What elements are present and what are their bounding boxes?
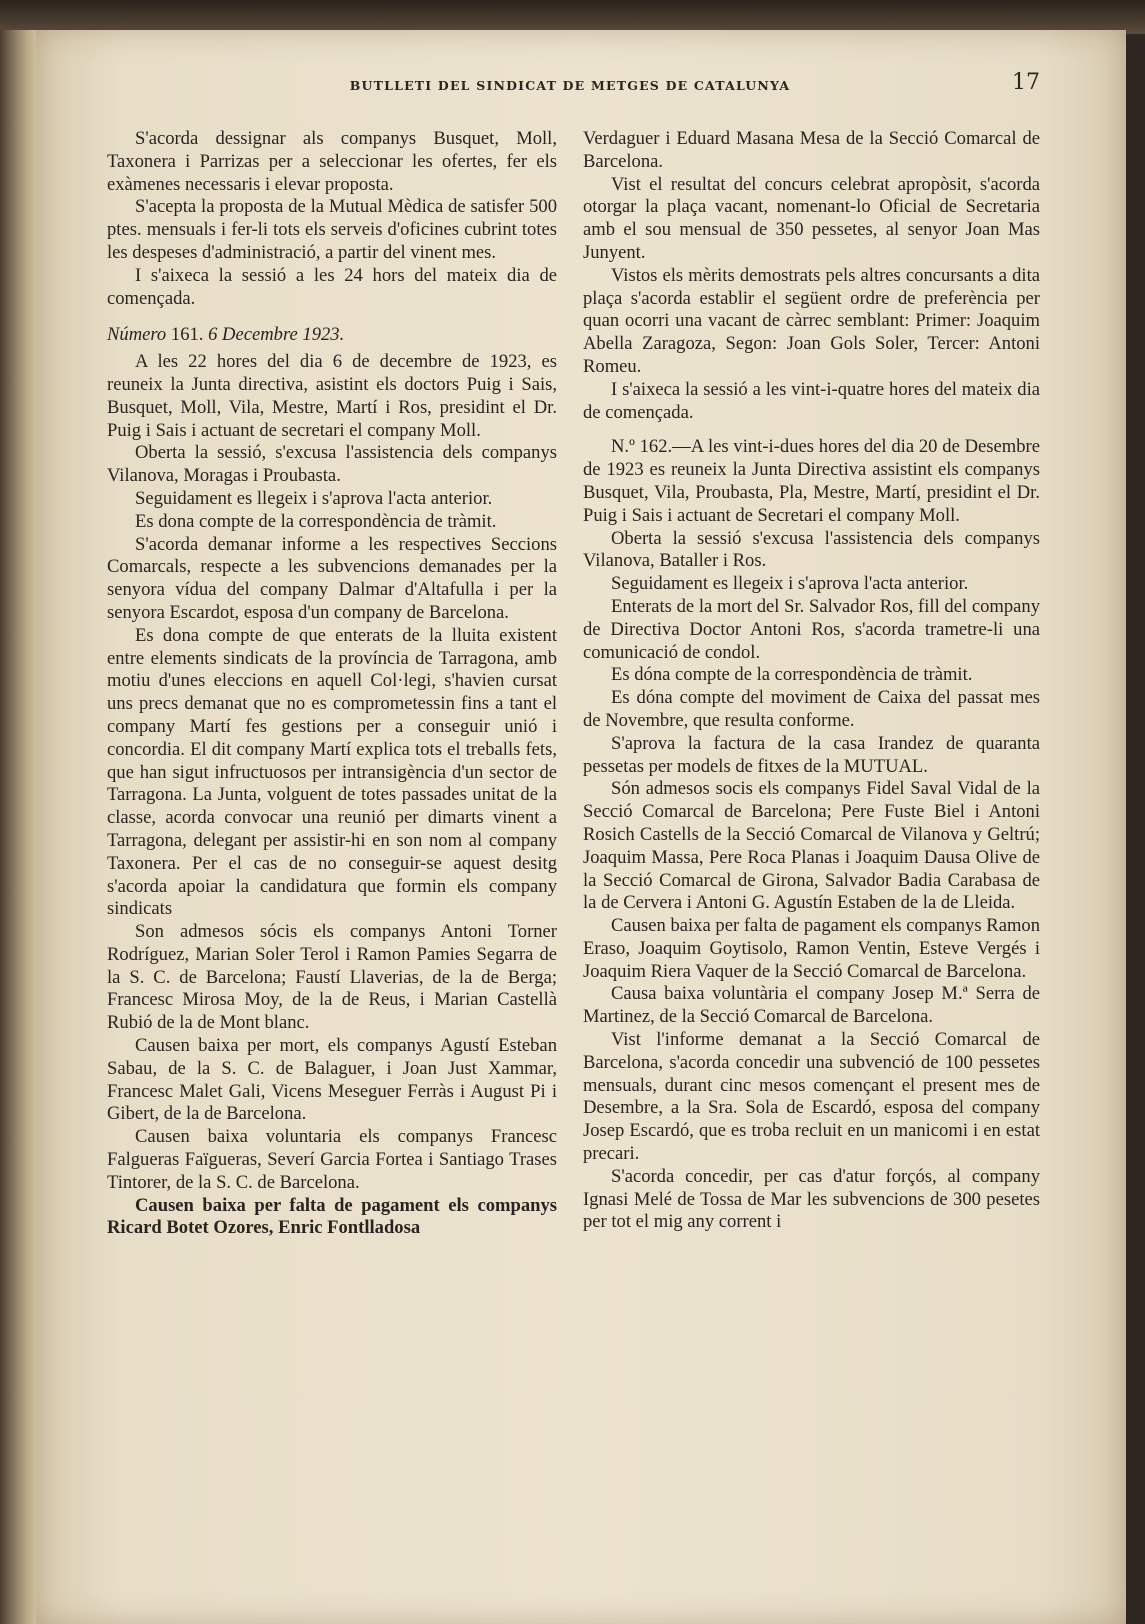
paragraph: Es dóna compte de la correspondència de tràmit. — [611, 664, 973, 686]
paragraph: I s'aixeca la sessió a les vint-i-quatre hores del mateix dia de començada. — [583, 378, 1040, 423]
running-header: BUTLLETI DEL SINDICAT DE METGES DE CATALUNYA — [349, 78, 791, 93]
paragraph: Enterats de la mort del Sr. Salvador Ros, fill del company de Directiva Doctor Antoni Ros, s'acorda trametre-li una comunicació de condol. — [583, 595, 1040, 663]
heading-number: 161. — [170, 324, 204, 346]
paragraph: Es dona compte de la correspondència de tràmit. — [135, 510, 497, 532]
paragraph: S'acepta la proposta de la Mutual Mèdica de satisfer 500 ptes. mensuals i fer-li tots els serveis d'oficines cubrint totes les despeses d'administració, a partir del vinent mes. — [107, 196, 557, 263]
right-column — [583, 128, 1040, 1234]
paragraph: Vist el resultat del concurs celebrat apropòsit, s'acorda otorgar la plaça vacant, nomenant-lo Oficial de Secretaria amb el sou mensual de 350 pessetes, al senyor Joan Mas Junyent. — [583, 173, 1040, 263]
heading-date: 6 Decembre 1923. — [208, 324, 345, 346]
book-top-edge — [0, 0, 1145, 34]
page-number: 17 — [1012, 70, 1040, 95]
paragraph: Es dóna compte del moviment de Caixa del passat mes de Novembre, que resulta conforme. — [583, 687, 1040, 731]
paragraph: Vistos els mèrits demostrats pels altres concursants a dita plaça s'acorda establir el següent ordre de preferència per quan ocorri una vacant de càrrec semblant: Primer: Joaquim Abella Zaragoza, Segon: Joan Gols Soler, Tercer: Antoni Romeu. — [583, 264, 1040, 377]
paragraph: Causen baixa per mort, els companys Agustí Esteban Sabau, de la S. C. de Balaguer, i Joan Just Xammar, Francesc Malet Gali, Vicens Meseguer Ferràs i August Pi i Gibert, de la de Barcelona. — [107, 1035, 557, 1125]
paragraph: S'aprova la factura de la casa Irandez de quaranta pessetas per models de fitxes de la MUTUAL. — [583, 732, 1040, 777]
paragraph: Causa baixa voluntària el company Josep M.ª Serra de Martinez, de la Secció Comarcal de Barcelona. — [583, 983, 1040, 1028]
paragraph: A les 22 hores del dia 6 de decembre de 1923, es reuneix la Junta directiva, asistint els doctors Puig i Sais, Busquet, Moll, Vila, Mestre, Martí i Ros, presidint el Dr. Puig i Sais i actuant de secretari el company Moll. — [107, 351, 557, 441]
paragraph: I s'aixeca la sessió a les 24 hors del mateix dia de començada. — [107, 264, 557, 309]
paragraph: Son admesos sócis els companys Antoni Torner Rodríguez, Marian Soler Terol i Ramon Pamies Segarra de la S. C. de Barcelona; Faustí Llaverias, de la de Berga; Francesc Mirosa Moy, de la de Reus, i Marian Castellà Rubió de la de Mont blanc. — [107, 921, 557, 1034]
paragraph: Oberta la sessió s'excusa l'assistencia dels companys Vilanova, Bataller i Ros. — [583, 527, 1040, 572]
left-column — [107, 128, 557, 1240]
heading-label: Número — [107, 324, 167, 346]
session-heading-161 — [107, 324, 557, 347]
paragraph: Oberta la sessió, s'excusa l'assistencia dels companys Vilanova, Moragas i Proubasta. — [107, 442, 557, 487]
book-gutter — [0, 30, 36, 1624]
paragraph: S'acorda dessignar als companys Busquet, Moll, Taxonera i Parrizas per a seleccionar les ofertes, fer els exàmenes necessaris i elevar proposta. — [107, 128, 557, 195]
paragraph: Es dona compte de que enterats de la lluita existent entre elements sindicats de la província de Tarragona, amb motiu d'unes eleccions en aquell Col·legi, s'havien cursat uns precs demanat que no es comprometessin fins a tant el company Martí fes gestions per a conseguir unió i concordia. El dit company Martí explica tots el treballs fets, que han sigut infructuosos per intransigència d'un sector de Tarragona. La Junta, volguent de totes passades unitat de la classe, acorda convocar una reunió per dimarts vinent a Tarragona, delegant per assistir-hi en son nom al company Taxonera. Per el cas de no conseguir-se aquest desitg s'acorda apoiar la candidatura que formin els company sindicats — [107, 624, 557, 920]
paragraph: Seguidament es llegeix i s'aprova l'acta anterior. — [135, 487, 493, 509]
paragraph: Causen baixa per falta de pagament els companys Ricard Botet Ozores, Enric Fontlladosa — [107, 1194, 557, 1239]
paragraph: S'acorda concedir, per cas d'atur forçós, al company Ignasi Melé de Tossa de Mar les subvencions de 300 pesetes per tot el mig any corrent i — [583, 1165, 1040, 1233]
paragraph: Seguidament es llegeix i s'aprova l'acta anterior. — [611, 573, 969, 595]
paragraph: Causen baixa voluntaria els companys Francesc Falgueras Faïgueras, Severí Garcia Fortea i Santiago Trases Tintorer, de la S. C. de Barcelona. — [107, 1126, 557, 1193]
paragraph: Vist l'informe demanat a la Secció Comarcal de Barcelona, s'acorda concedir una subvenció de 100 pessetes mensuals, durant cinc mesos començant el present mes de Desembre, a la Sra. Sola de Escardó, esposa del company Josep Escardó, que es troba recluit en un manicomi i en estat precari. — [583, 1029, 1040, 1165]
paragraph: S'acorda demanar informe a les respectives Seccions Comarcals, respecte a les subvencions demanades per la senyora vídua del company Dalmar d'Altafulla i per la senyora Escardot, esposa d'un company de Barcelona. — [107, 533, 557, 623]
session-paragraph-162: N.º 162.—A les vint-i-dues hores del dia 20 de Desembre de 1923 es reuneix la Junta Directiva assistint els companys Busquet, Vila, Proubasta, Pla, Mestre, Martí, presidint el Dr. Puig i Sais i actuant de Secretari el company Moll. — [583, 436, 1040, 526]
paragraph: Causen baixa per falta de pagament els companys Ramon Eraso, Joaquim Goytisolo, Ramon Ventin, Esteve Vergés i Joaquim Riera Vaquer de la Secció Comarcal de Barcelona. — [583, 915, 1040, 982]
paragraph: Són admesos socis els companys Fidel Saval Vidal de la Secció Comarcal de Barcelona; Pere Fuste Biel i Antoni Rosich Castells de la Secció Comarcal de Vilanova y Geltrú; Joaquim Massa, Pere Roca Planas i Joaquim Dausa Olive de la Secció Comarcal de Girona, Salvador Badia Carabasa de la de Cervera i Antoni G. Agustín Estaben de la de Lleida. — [583, 778, 1040, 914]
paragraph: Verdaguer i Eduard Masana Mesa de la Secció Comarcal de Barcelona. — [583, 128, 1040, 172]
